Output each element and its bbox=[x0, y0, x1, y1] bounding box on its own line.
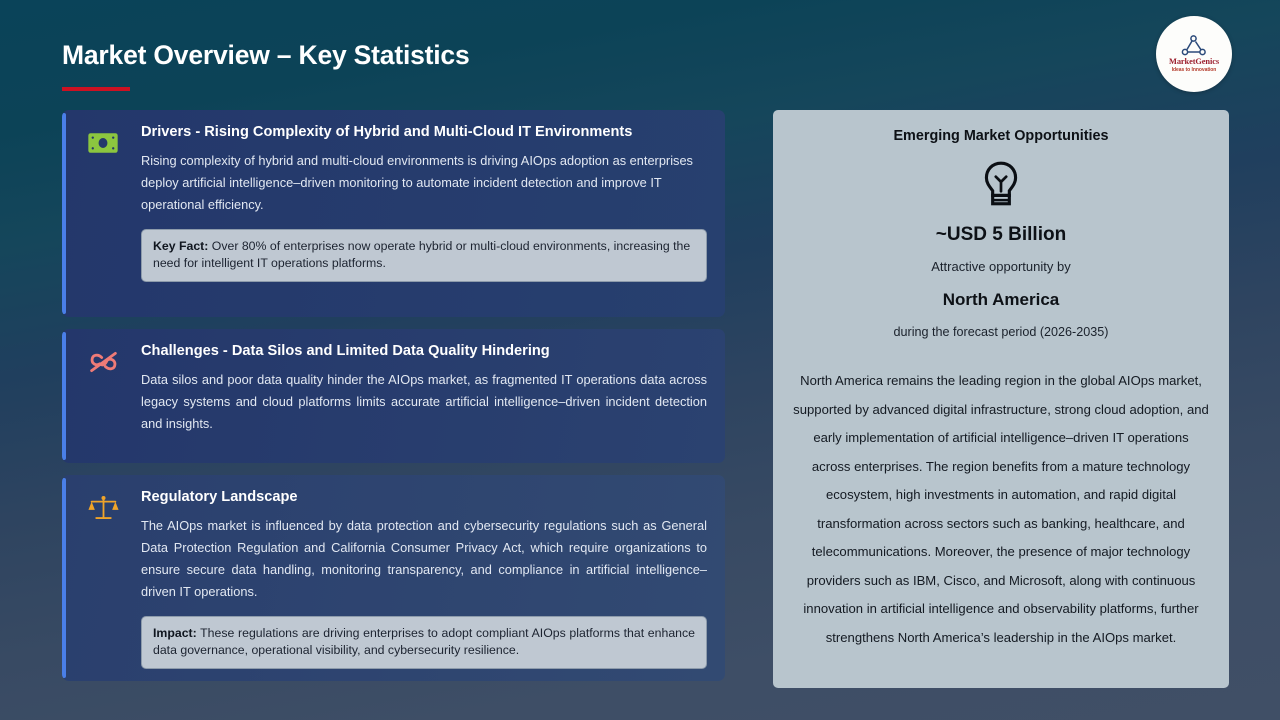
callout-label: Key Fact: bbox=[153, 238, 209, 253]
lightbulb-icon bbox=[789, 160, 1213, 210]
forecast-period: during the forecast period (2026-2035) bbox=[893, 325, 1109, 339]
card-regulatory[interactable] bbox=[62, 475, 725, 681]
card-accent-bar bbox=[62, 113, 66, 314]
card-description: The AIOps market is influenced by data protection and cybersecurity regulations such as General Data Protection Regulation and California Consumer Privacy Act, which require organizations to ensure secure data handling, monitoring transparency, and compliance in artificial intelligence–driven IT operations. bbox=[141, 517, 707, 599]
opportunity-subtitle: Attractive opportunity by bbox=[931, 259, 1071, 274]
card-callout-impact bbox=[141, 616, 707, 670]
banknote-icon bbox=[85, 126, 121, 160]
emerging-market-opportunities-panel bbox=[773, 110, 1229, 688]
scales-of-justice-icon bbox=[85, 491, 121, 525]
callout-label: Impact: bbox=[153, 625, 197, 640]
page-title: Market Overview – Key Statistics bbox=[62, 40, 470, 70]
card-description: Rising complexity of hybrid and multi-cloud environments is driving AIOps adoption as enterprises deploy artificial intelligence–driven monitoring to automate incident detection and improve IT operational efficiency. bbox=[141, 152, 693, 212]
callout-text: Over 80% of enterprises now operate hybrid or multi-cloud environments, increasing the need for intelligent IT operations platforms. bbox=[153, 238, 691, 271]
network-nodes-icon bbox=[1181, 35, 1207, 57]
region-description: North America remains the leading region in the global AIOps market, supported by advanced digital infrastructure, strong cloud adoption, and early implementation of artificial intelligence–driven IT operations across enterprises. The region benefits from a mature technology ecosystem, high investments in automation, and rapid digital transformation across sectors such as banking, healthcare, and telecommunications. Moreover, the presence of major technology providers such as IBM, Cisco, and Microsoft, along with continuous innovation in artificial intelligence and observability platforms, further strengthens North America’s leadership in the AIOps market. bbox=[793, 373, 1209, 645]
card-description: Data silos and poor data quality hinder the AIOps market, as fragmented IT operations data across legacy systems and cloud platforms limits accurate artificial intelligence–driven incident detection and insights. bbox=[141, 371, 707, 431]
card-callout-keyfact bbox=[141, 229, 707, 283]
card-drivers[interactable] bbox=[62, 110, 725, 317]
logo-name: MarketGenics bbox=[1169, 57, 1219, 67]
panel-heading: Emerging Market Opportunities bbox=[893, 128, 1109, 144]
market-value: ~USD 5 Billion bbox=[935, 224, 1067, 245]
card-title: Challenges - Data Silos and Limited Data Quality Hindering bbox=[141, 343, 550, 359]
card-accent-bar bbox=[62, 478, 66, 678]
card-title: Drivers - Rising Complexity of Hybrid and Multi-Cloud IT Environments bbox=[141, 124, 633, 140]
slide-header bbox=[0, 0, 1280, 102]
key-statistics-card-list bbox=[62, 110, 725, 693]
card-accent-bar bbox=[62, 332, 66, 460]
callout-text: These regulations are driving enterprises to adopt compliant AIOps platforms that enhance data governance, operational visibility, and cybersecurity resilience. bbox=[153, 625, 695, 658]
card-challenges[interactable] bbox=[62, 329, 725, 463]
card-title: Regulatory Landscape bbox=[141, 489, 298, 505]
leading-region: North America bbox=[942, 290, 1060, 309]
logo-tagline: Ideas to Innovation bbox=[1171, 66, 1217, 73]
title-underline-accent bbox=[62, 87, 130, 91]
brand-logo bbox=[1156, 16, 1232, 92]
broken-link-icon bbox=[85, 345, 121, 379]
